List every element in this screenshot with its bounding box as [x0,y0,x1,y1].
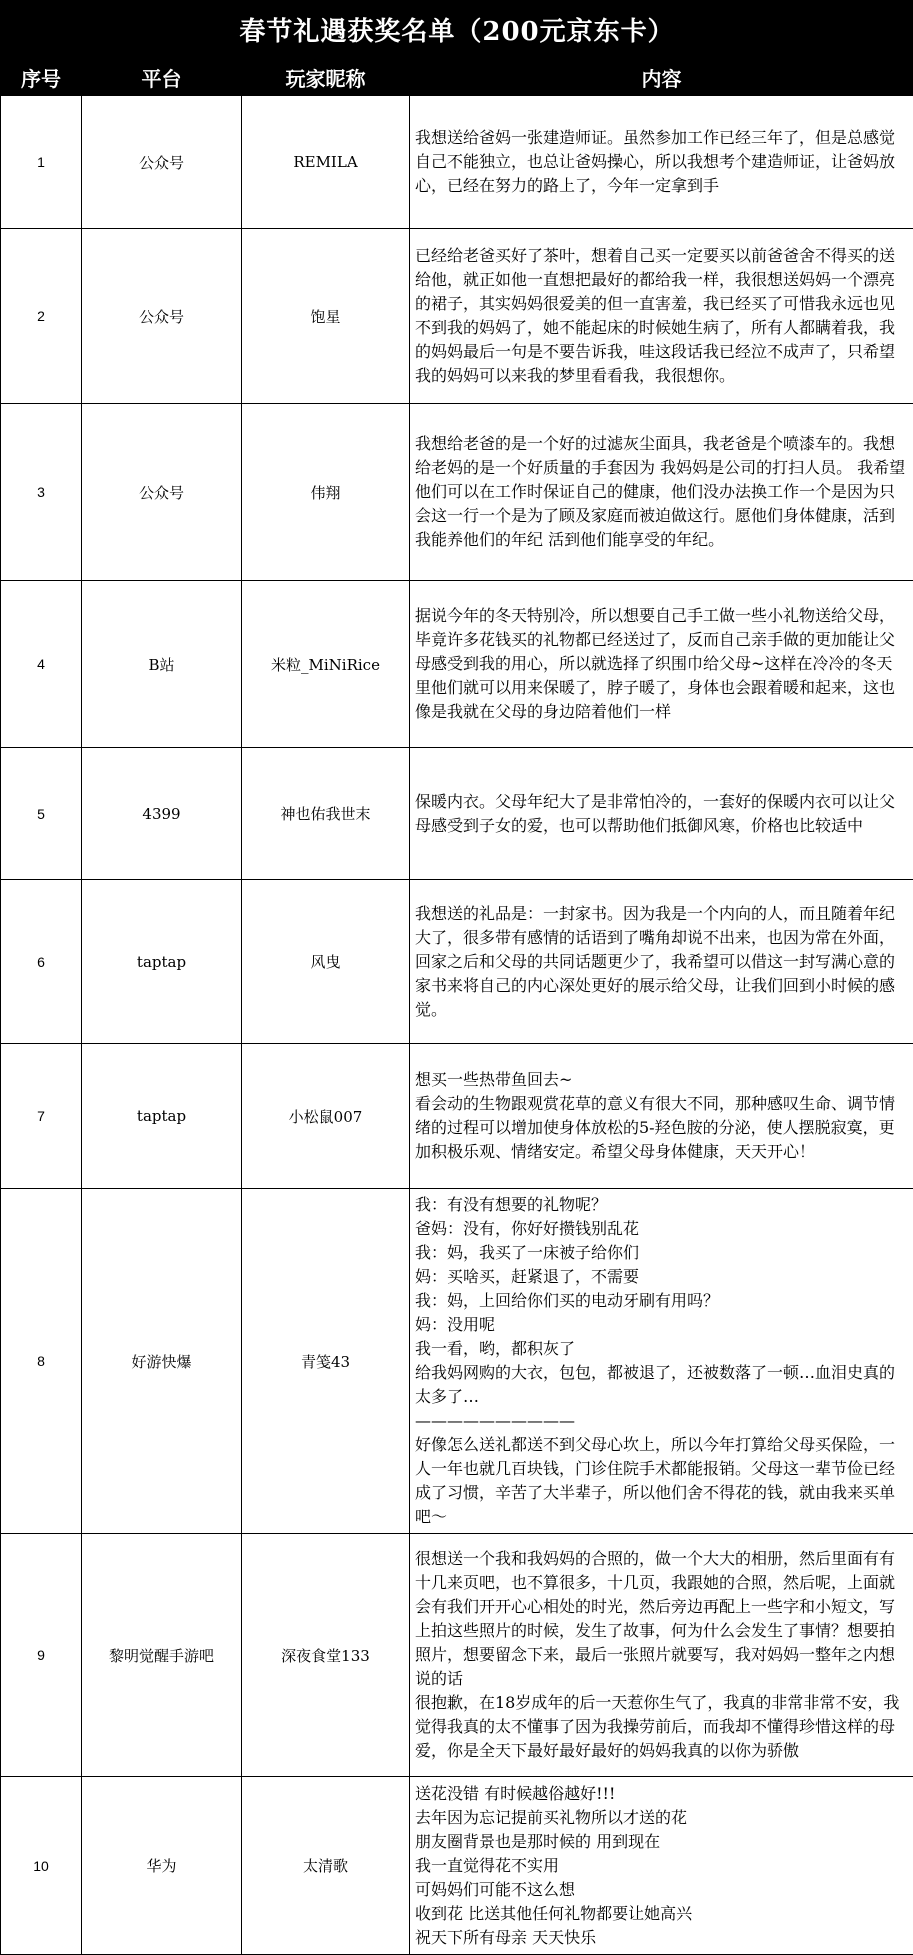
row-nickname: 小松鼠007 [242,1044,410,1189]
row-index: 7 [1,1044,82,1189]
row-index: 6 [1,880,82,1044]
row-content-text: 想买一些热带鱼回去~ 看会动的生物跟观赏花草的意义有很大不同，那种感叹生命、调节情绪的过程可以增加使身体放松的5-羟色胺的分泌，使人摆脱寂寞，更加积极乐观、情绪安定。希望父母身体健康，天天开心！ [415,1068,907,1164]
row-nickname: 米粒_MiNiRice [242,581,410,748]
row-content-text: 我想给老爸的是一个好的过滤灰尘面具，我老爸是个喷漆车的。我想给老妈的是一个好质量的手套因为 我妈妈是公司的打扫人员。 我希望他们可以在工作时保证自己的健康，他们没办法换工作一个是因为只会这一行一个是为了顾及家庭而被迫做这行。愿他们身体健康，活到我能养他们的年纪 活到他们能享受的年纪。 [415,432,907,552]
row-index: 10 [1,1777,82,1955]
table-row [1,1534,913,1777]
table-row [1,404,913,581]
row-content-text: 已经给老爸买好了茶叶，想着自己买一定要买以前爸爸舍不得买的送给他，就正如他一直想把最好的都给我一样，我很想送妈妈一个漂亮的裙子，其实妈妈很爱美的但一直害羞，我已经买了可惜我永远也见不到我的妈妈了，她不能起床的时候她生病了，所有人都瞒着我，我的妈妈最后一句是不要告诉我，哇这段话我已经泣不成声了，只希望我的妈妈可以来我的梦里看看我，我很想你。 [415,244,907,388]
row-platform: 公众号 [82,229,242,404]
row-platform: 华为 [82,1777,242,1955]
row-content [410,1044,913,1189]
row-nickname: 深夜食堂133 [242,1534,410,1777]
row-index: 9 [1,1534,82,1777]
table-row [1,1044,913,1189]
header-nickname: 玩家昵称 [242,59,410,96]
row-content-text: 送花没错 有时候越俗越好!!! 去年因为忘记提前买礼物所以才送的花 朋友圈背景也是那时候的 用到现在 我一直觉得花不实用 可妈妈们可能不这么想 收到花 比送其他任何礼物都要让她高兴 祝天下所有母亲 天天快乐 [415,1782,907,1950]
row-content [410,581,913,748]
row-platform: 公众号 [82,404,242,581]
row-index: 2 [1,229,82,404]
row-content-text: 很想送一个我和我妈妈的合照的，做一个大大的相册，然后里面有有十几来页吧，也不算很多，十几页，我跟她的合照，然后呢，上面就会有我们开开心心相处的时光，然后旁边再配上一些字和小短文，写上拍这些照片的时候，发生了故事，何为什么会发生了事情？想要拍照片，想要留念下来，最后一张照片就要写，我对妈妈一整年之内想说的话 很抱歉，在18岁成年的后一天惹你生气了，我真的非常非常不安，我觉得我真的太不懂事了因为我操劳前后，而我却不懂得珍惜这样的母爱，你是全天下最好最好最好的妈妈我真的以你为骄傲 [415,1547,907,1763]
row-content [410,1189,913,1534]
row-content [410,880,913,1044]
row-nickname: 风曳 [242,880,410,1044]
row-content [410,1777,913,1955]
table-row [1,229,913,404]
table-row [1,880,913,1044]
row-nickname: 青笺43 [242,1189,410,1534]
table-row [1,1777,913,1955]
row-content-text: 我想送给爸妈一张建造师证。虽然参加工作已经三年了，但是总感觉自己不能独立，也总让爸妈操心，所以我想考个建造师证，让爸妈放心，已经在努力的路上了，今年一定拿到手 [415,126,907,198]
row-platform: B站 [82,581,242,748]
row-index: 1 [1,96,82,229]
row-nickname: 神也佑我世末 [242,748,410,880]
row-index: 4 [1,581,82,748]
table-title: 春节礼遇获奖名单（200元京东卡） [1,1,913,59]
row-platform: 黎明觉醒手游吧 [82,1534,242,1777]
row-content [410,748,913,880]
row-content-text: 据说今年的冬天特别冷，所以想要自己手工做一些小礼物送给父母，毕竟许多花钱买的礼物都已经送过了，反而自己亲手做的更加能让父母感受到我的用心，所以就选择了织围巾给父母~这样在冷冷的冬天里他们就可以用来保暖了，脖子暖了，身体也会跟着暖和起来，这也像是我就在父母的身边陪着他们一样 [415,604,907,724]
row-content [410,229,913,404]
row-content-text: 我：有没有想要的礼物呢？ 爸妈：没有，你好好攒钱别乱花 我：妈，我买了一床被子给你们 妈：买啥买，赶紧退了，不需要 我：妈，上回给你们买的电动牙刷有用吗？ 妈：没用呢 我一看，哟，都积灰了 给我妈网购的大衣，包包，都被退了，还被数落了一顿…血泪史真的太多了… —————————— 好像怎么送礼都送不到父母心坎上，所以今年打算给父母买保险，一人一年也就几百块钱，门诊住院手术都能报销。父母这一辈节俭已经成了习惯，辛苦了大半辈子，所以他们舍不得花的钱，就由我来买单吧～ [415,1193,907,1529]
row-platform: 4399 [82,748,242,880]
header-platform: 平台 [82,59,242,96]
row-platform: taptap [82,1044,242,1189]
row-nickname: REMILA [242,96,410,229]
table-row [1,581,913,748]
row-nickname: 伟翔 [242,404,410,581]
row-content [410,1534,913,1777]
row-content-text: 我想送的礼品是：一封家书。因为我是一个内向的人，而且随着年纪大了，很多带有感情的话语到了嘴角却说不出来，也因为常在外面，回家之后和父母的共同话题更少了，我希望可以借这一封写满心意的家书来将自己的内心深处更好的展示给父母，让我们回到小时候的感觉。 [415,902,907,1022]
row-index: 5 [1,748,82,880]
table-row [1,96,913,229]
header-content: 内容 [410,59,913,96]
row-index: 8 [1,1189,82,1534]
row-platform: 好游快爆 [82,1189,242,1534]
row-content [410,404,913,581]
row-index: 3 [1,404,82,581]
row-content-text: 保暖内衣。父母年纪大了是非常怕冷的，一套好的保暖内衣可以让父母感受到子女的爱，也可以帮助他们抵御风寒，价格也比较适中 [415,790,907,838]
header-index: 序号 [1,59,82,96]
row-platform: 公众号 [82,96,242,229]
header-row [1,59,913,96]
title-row [1,1,913,59]
table-row [1,748,913,880]
row-nickname: 太清歌 [242,1777,410,1955]
row-content [410,96,913,229]
table-row [1,1189,913,1534]
row-nickname: 饱星 [242,229,410,404]
row-platform: taptap [82,880,242,1044]
